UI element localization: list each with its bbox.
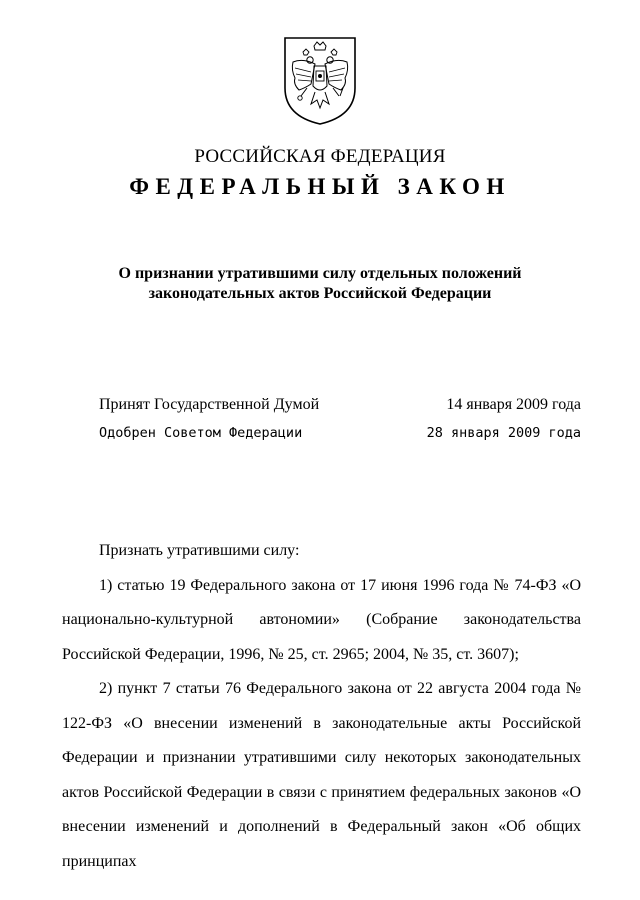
coat-of-arms-icon [281,32,359,128]
approval-date: 28 января 2009 года [426,425,581,441]
adoption-row-council [99,425,581,445]
body-intro: Признать утратившими силу: [99,542,300,559]
adoption-date: 14 января 2009 года [446,396,581,413]
body-item-2: 2) пункт 7 статьи 76 Федерального закона от 22 августа 2004 года № 122-ФЗ «О внесении изменений в законодательные акты Российской Федерации и признании утратившими силу некоторых законодательных актов Российской Федерации в связи с принятием федеральных законов «О внесении изменений и дополнений в Федеральный закон «Об общих принципах [62,680,581,870]
adoption-row-duma [99,396,581,416]
approval-label: Одобрен Советом Федерации [99,425,303,441]
body-item-1: 1) статью 19 Федерального закона от 17 июня 1996 года № 74-ФЗ «О национально-культурной автономии» (Собрание законодательства Российской Федерации, 1996, № 25, ст. 2965; 2004, № 35, ст. 3607); [62,576,581,663]
law-title-line-2: законодательных актов Российской Федерации [148,285,492,302]
law-title-line-1: О признании утратившими силу отдельных положений [118,265,522,282]
law-body [62,534,581,879]
adoption-label: Принят Государственной Думой [99,396,320,413]
country-name: РОССИЙСКАЯ ФЕДЕРАЦИЯ [194,146,446,167]
law-title [0,264,640,304]
document-type: ФЕДЕРАЛЬНЫЙ ЗАКОН [129,174,511,199]
